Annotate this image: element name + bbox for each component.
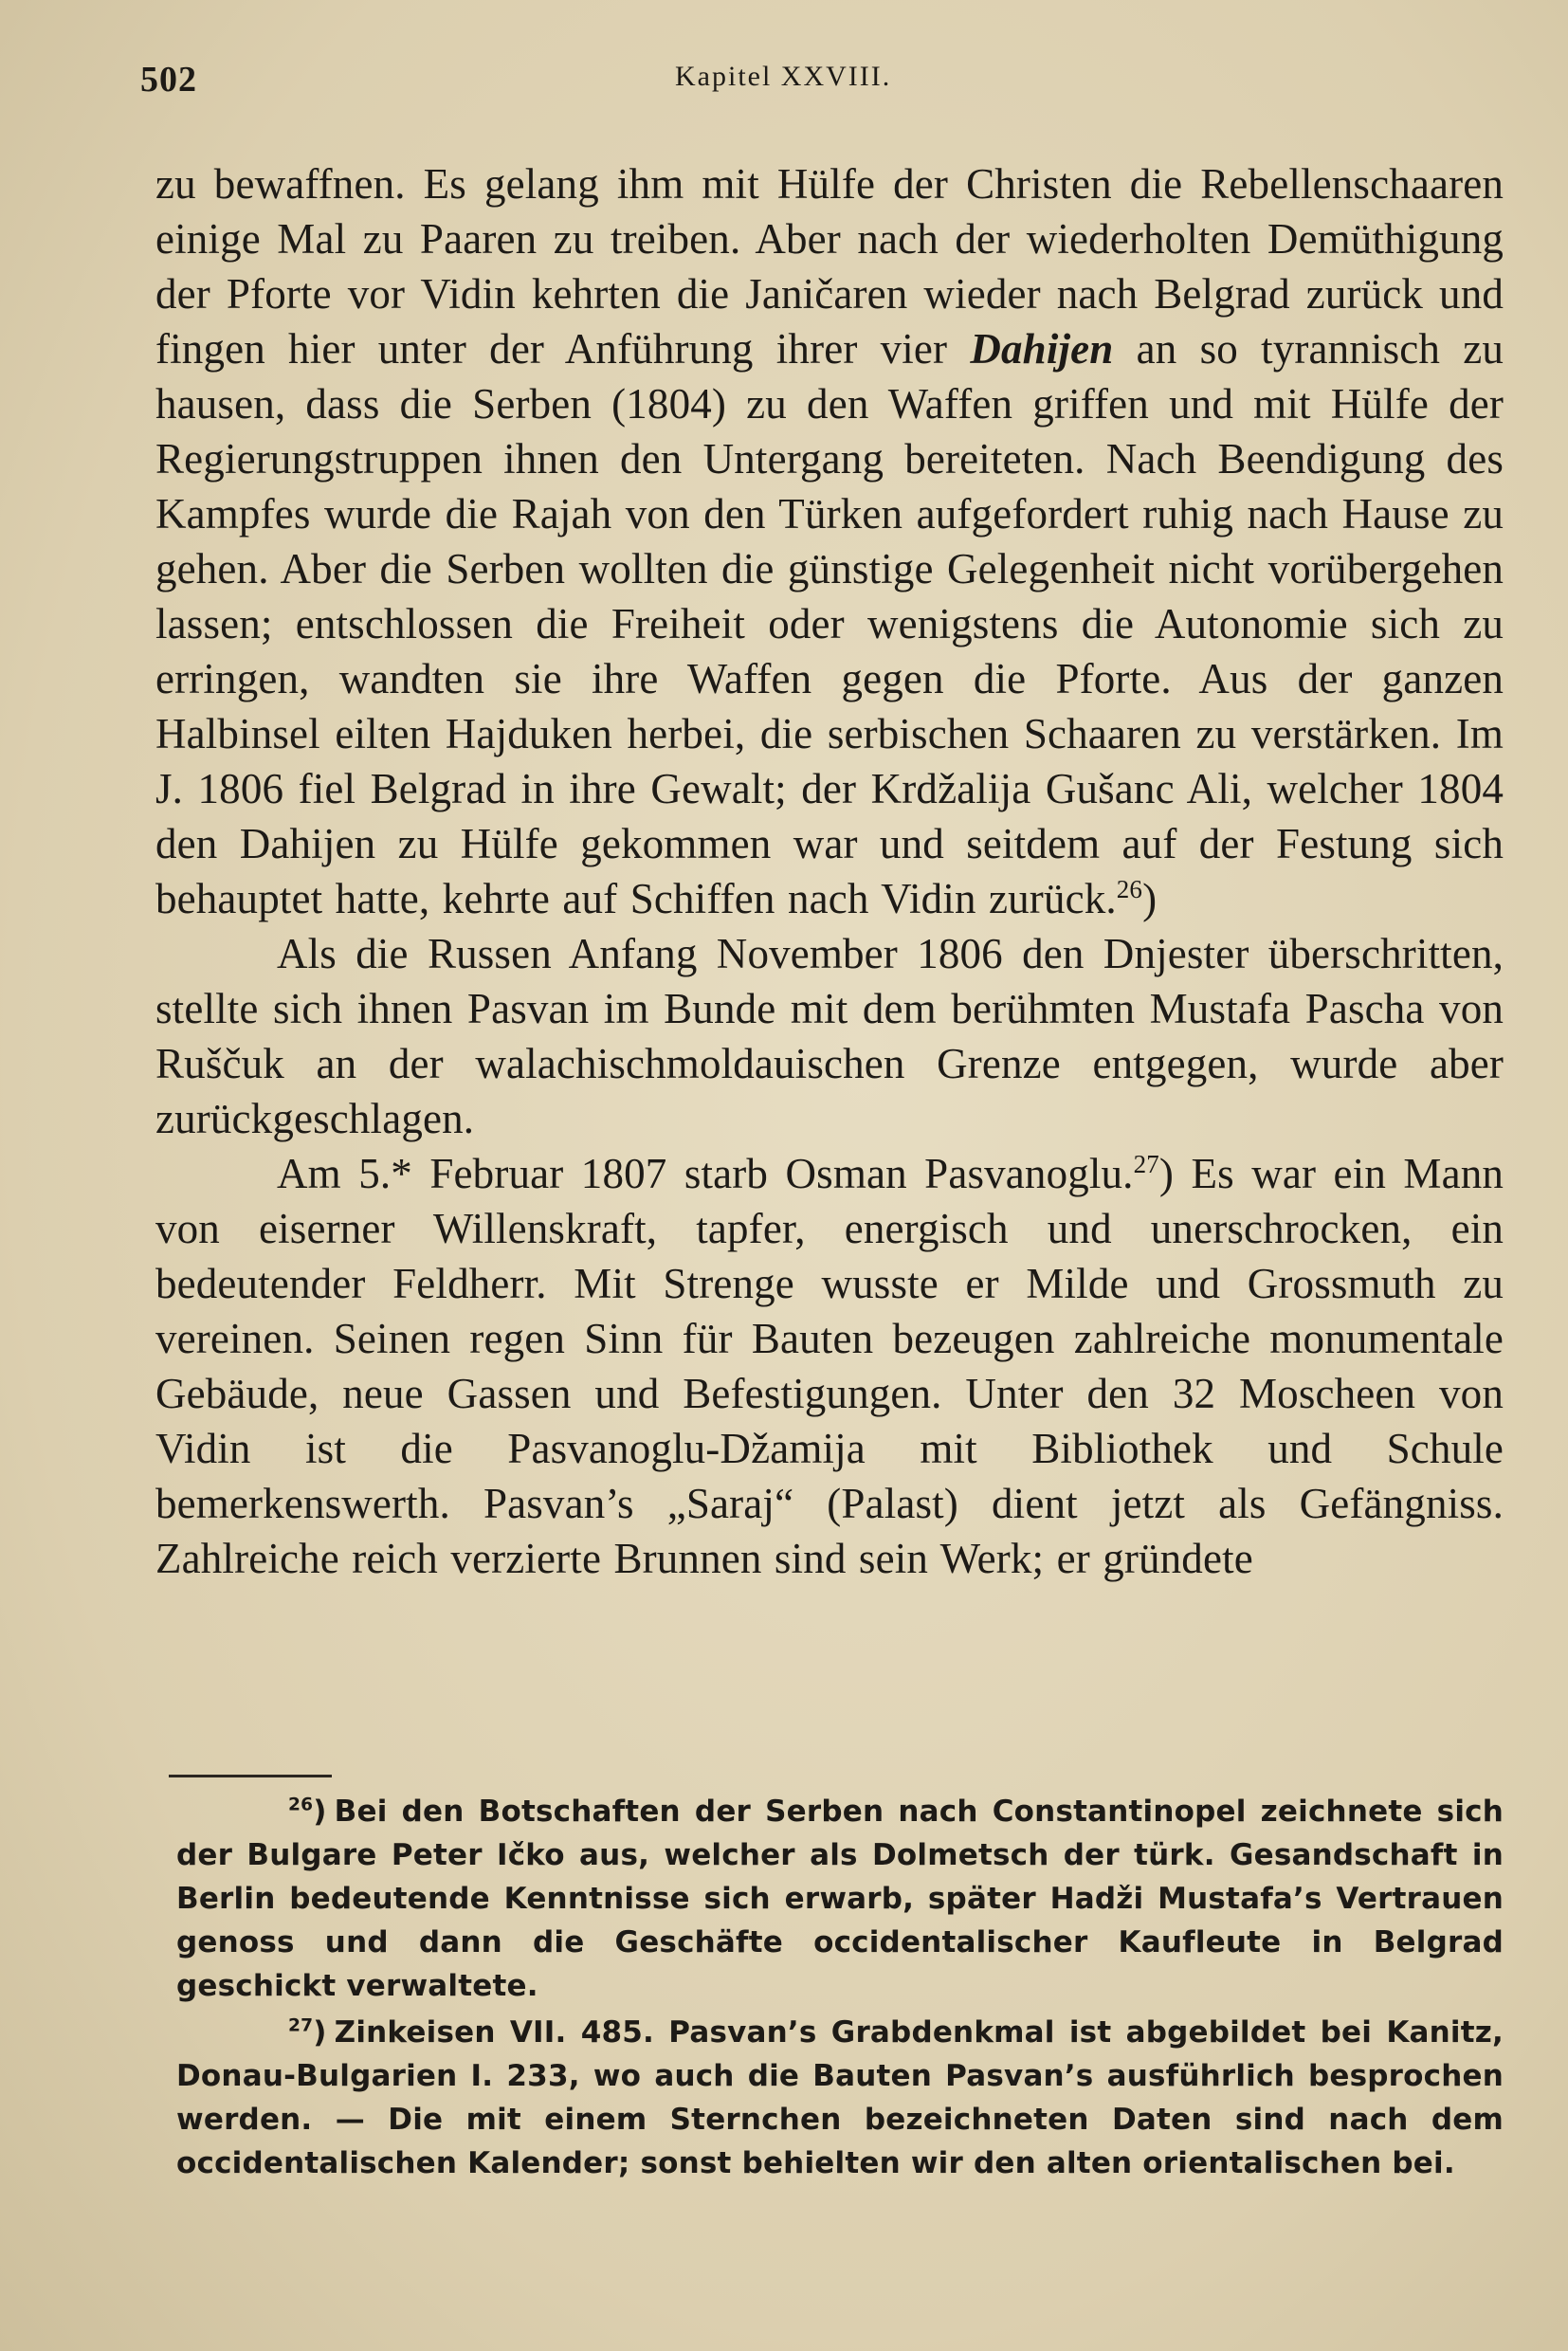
- footnotes: [176, 1790, 1504, 2188]
- footnote-text-27: Zinkeisen VII. 485. Pasvan’s Grabdenkmal ist abgebildet bei Kanitz, Donau-Bulgarien I. 233, wo auch die Bauten Pasvan’s ausführlich besprochen werden. — Die mit einem Sternchen bezeichneten Daten sind nach dem occidentalischen Kalender; sonst behielten wir den alten orientalischen bei.: [176, 2015, 1504, 2180]
- footnote-reference-26: 26: [1116, 875, 1143, 903]
- paragraph-1-text-end: an so tyrannisch zu hausen, dass die Serben (1804) zu den Waffen griffen und mit Hülfe der Regierungstruppen ihnen den Untergang bereiteten. Nach Beendigung des Kampfes wurde die Rajah von den Türken aufgefordert ruhig nach Hause zu gehen. Aber die Serben wollten die günstige Gelegenheit nicht vorübergehen lassen; entschlossen die Freiheit oder wenigstens die Autonomie sich zu erringen, wandten sie ihre Waffen gegen die Pforte. Aus der ganzen Halbinsel eilten Hajduken herbei, die serbischen Schaaren zu verstärken. Im J. 1806 fiel Belgrad in ihre Gewalt; der Krdžalija Gušanc Ali, welcher 1804 den Dahijen zu Hülfe gekommen war und seitdem auf der Festung sich behauptet hatte, kehrte auf Schiffen nach Vidin zurück.: [155, 325, 1504, 922]
- paragraph-2: Als die Russen Anfang November 1806 den Dnjester überschritten, stellte sich ihnen Pasvan im Bunde mit dem berühmten Mustafa Pascha von Ruščuk an der walachischmoldauischen Grenze entgegen, wurde aber zurückgeschlagen.: [155, 930, 1504, 1142]
- paragraph-3: [155, 1146, 1504, 1586]
- footnote-bracket-27: ): [313, 2015, 327, 2050]
- footnote-reference-bracket: ): [1142, 875, 1158, 922]
- footnote-bracket-26: ): [313, 1795, 327, 1829]
- footnote-26: [176, 1790, 1504, 2008]
- page-header: [140, 59, 1505, 116]
- paragraph-3-text-start: Am 5.* Februar 1807 starb Osman Pasvanoglu.: [277, 1150, 1134, 1197]
- footnote-27: [176, 2011, 1504, 2185]
- paragraph-1: [155, 156, 1504, 926]
- running-head: Kapitel XXVIII.: [675, 61, 892, 92]
- paragraph-1-text-start: zu bewaffnen. Es gelang ihm mit Hülfe der Christen die Rebellenschaaren einige Mal zu Paaren zu treiben. Aber nach der wiederholten Demüthigung der Pforte vor Vidin kehrten die Janičaren wieder nach Belgrad zurück und fingen hier unter der Anführung ihrer vier: [155, 160, 1504, 373]
- footnote-reference-27: 27: [1133, 1150, 1159, 1178]
- footnote-divider: [169, 1775, 332, 1777]
- page-number: 502: [140, 60, 197, 100]
- footnote-number-26: 26: [288, 1795, 314, 1815]
- emphasized-word: Dahijen: [970, 325, 1114, 373]
- footnote-marker-27: [288, 2011, 327, 2054]
- footnote-text-26: Bei den Botschaften der Serben nach Constantinopel zeichnete sich der Bulgare Peter Ičko aus, welcher als Dolmetsch der türk. Gesandschaft in Berlin bedeutende Kenntnisse sich erwarb, später Hadži Mustafa’s Vertrauen genoss und dann die Geschäfte occidentalischer Kaufleute in Belgrad geschickt verwaltete.: [176, 1795, 1504, 2003]
- footnote-number-27: 27: [288, 2015, 314, 2036]
- paragraph-3-text-end: ) Es war ein Mann von eiserner Willenskraft, tapfer, energisch und unerschrocken, ein bedeutender Feldherr. Mit Strenge wusste er Milde und Grossmuth zu vereinen. Seinen regen Sinn für Bauten bezeugen zahlreiche monumentale Gebäude, neue Gassen und Befestigungen. Unter den 32 Moscheen von Vidin ist die Pasvanoglu-Džamija mit Bibliothek und Schule bemerkenswerth. Pasvan’s „Saraj“ (Palast) dient jetzt als Gefängniss. Zahlreiche reich verzierte Brunnen sind sein Werk; er gründete: [155, 1150, 1504, 1582]
- main-text: [155, 156, 1504, 1586]
- footnote-marker-26: [288, 1790, 327, 1833]
